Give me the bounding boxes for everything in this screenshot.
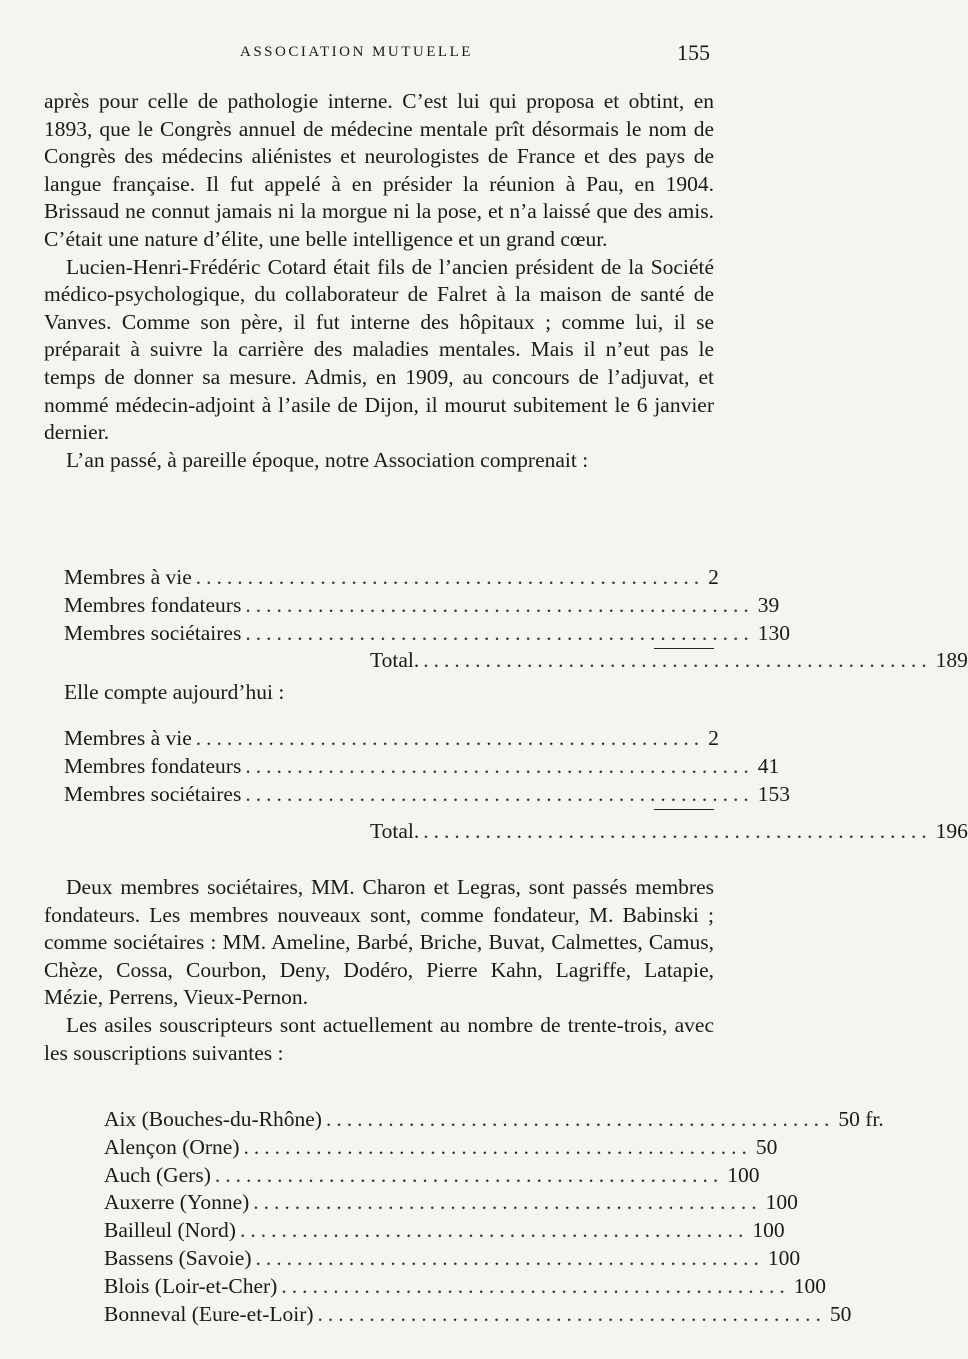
running-head	[0, 40, 800, 74]
dot-leader: .................................................	[325, 1107, 835, 1131]
dot-leader: .................................................	[245, 592, 754, 617]
asile-amount: 100	[765, 1190, 798, 1215]
dot-leader: .................................................	[245, 620, 754, 645]
asile-amount: 100	[752, 1218, 785, 1243]
total-label: Total.	[370, 648, 420, 673]
list-item	[104, 1106, 884, 1134]
paragraph-last-year: L’an passé, à pareille époque, notre Association comprenait :	[66, 447, 589, 472]
row-value: 2	[708, 565, 719, 589]
row-label: Membres à vie	[64, 726, 192, 750]
body-text-top	[44, 88, 714, 474]
dot-leader: .................................................	[243, 1134, 752, 1159]
row-label: Membres fondateurs	[64, 753, 242, 778]
asile-name: Bonneval (Eure-et-Loir)	[104, 1301, 314, 1326]
asile-name: Auch (Gers)	[104, 1162, 211, 1187]
row-value: 2	[708, 726, 719, 750]
dot-leader: .................................................	[195, 565, 705, 589]
asile-name: Bailleul (Nord)	[104, 1218, 236, 1243]
row-label: Membres sociétaires	[64, 620, 242, 645]
asile-name: Alençon (Orne)	[104, 1134, 240, 1159]
asile-name: Aix (Bouches-du-Rhône)	[104, 1107, 322, 1131]
total-value: 196	[935, 819, 968, 844]
list-item	[104, 1245, 801, 1273]
dot-leader: .................................................	[239, 1218, 749, 1243]
dot-leader: .................................................	[423, 819, 932, 844]
asiles-list	[104, 1106, 884, 1328]
members-table-last-year	[64, 564, 968, 675]
table-row	[64, 620, 790, 648]
row-label: Membres fondateurs	[64, 592, 242, 617]
row-value: 39	[757, 592, 780, 617]
dot-leader: .................................................	[317, 1301, 826, 1326]
paragraph-brissaud: après pour celle de pathologie interne. C’est lui qui proposa et obtint, en 1893, que le Congrès annuel de médecine mentale prît désormais le nom de Congrès des médecins aliénistes et neurologistes de France et des pays de langue française. Il fut appelé à en présider la réunion à Pau, en 1904. Brissaud ne connut jamais ni la morgue ni la pose, et n’a laissé que des amis. C’était une nature d’élite, une belle intelligence et un grand cœur.	[44, 89, 714, 251]
sum-rule	[654, 809, 714, 810]
table-row	[64, 781, 790, 809]
dot-leader: .................................................	[281, 1273, 790, 1298]
list-item	[104, 1217, 785, 1245]
asile-amount: 50	[755, 1134, 778, 1159]
list-item	[104, 1273, 826, 1301]
asile-amount: 100	[767, 1245, 801, 1270]
paragraph-asiles: Les asiles souscripteurs sont actuellement au nombre de trente-trois, avec les souscriptions suivantes :	[44, 1012, 714, 1065]
row-value: 153	[757, 781, 790, 806]
row-label: Membres sociétaires	[64, 781, 242, 806]
list-item	[104, 1134, 778, 1162]
dot-leader: .................................................	[253, 1190, 762, 1215]
paragraph-new-members: Deux membres sociétaires, MM. Charon et Legras, sont passés membres fondateurs. Les membres nouveaux sont, comme fondateur, M. Babinski ; comme sociétaires : MM. Ameline, Barbé, Briche, Buvat, Calmettes, Camus, Chèze, Cossa, Courbon, Deny, Dodéro, Pierre Kahn, Lagriffe, Latapie, Mézie, Perrens, Vieux-Pernon.	[44, 875, 714, 1010]
table-row	[64, 592, 780, 620]
paragraph-cotard: Lucien-Henri-Frédéric Cotard était fils de l’ancien président de la Société médico-psychologique, du collaborateur de Falret à la maison de santé de Vanves. Comme son père, il fut interne des hôpitaux ; comme lui, il se préparait à suivre la carrière des maladies mentales. Mais il n’eut pas le temps de donner sa mesure. Admis, en 1909, au concours de l’adjuvat, et nommé médecin-adjoint à l’asile de Dijon, il mourut subitement le 6 janvier dernier.	[44, 254, 714, 445]
dot-leader: .................................................	[255, 1245, 764, 1270]
asile-amount: 50 fr.	[838, 1107, 884, 1131]
row-value: 130	[757, 620, 790, 645]
asile-amount: 100	[727, 1162, 760, 1187]
list-item	[104, 1301, 852, 1329]
body-text-bottom	[44, 874, 714, 1067]
asile-amount: 100	[793, 1273, 826, 1298]
asile-name: Blois (Loir-et-Cher)	[104, 1273, 278, 1298]
asile-amount: 50	[829, 1301, 852, 1326]
asile-name: Auxerre (Yonne)	[104, 1190, 250, 1215]
total-row	[64, 818, 968, 846]
row-value: 41	[757, 753, 780, 778]
dot-leader: .................................................	[214, 1162, 724, 1187]
asile-name: Bassens (Savoie)	[104, 1245, 252, 1270]
total-row	[64, 647, 968, 675]
total-value: 189	[935, 648, 968, 673]
running-title: ASSOCIATION MUTUELLE	[240, 44, 473, 60]
line-today: Elle compte aujourd’hui :	[64, 680, 285, 704]
page-number: 155	[677, 40, 710, 65]
row-label: Membres à vie	[64, 565, 192, 589]
members-table-today	[64, 725, 968, 846]
table-row	[64, 564, 719, 592]
table-row	[64, 725, 719, 753]
table-row	[64, 753, 780, 781]
list-item	[104, 1189, 798, 1217]
list-item	[104, 1162, 760, 1190]
dot-leader: .................................................	[195, 726, 705, 750]
dot-leader: .................................................	[245, 753, 754, 778]
dot-leader: .................................................	[423, 648, 932, 673]
total-label: Total.	[370, 819, 420, 844]
dot-leader: .................................................	[245, 781, 754, 806]
